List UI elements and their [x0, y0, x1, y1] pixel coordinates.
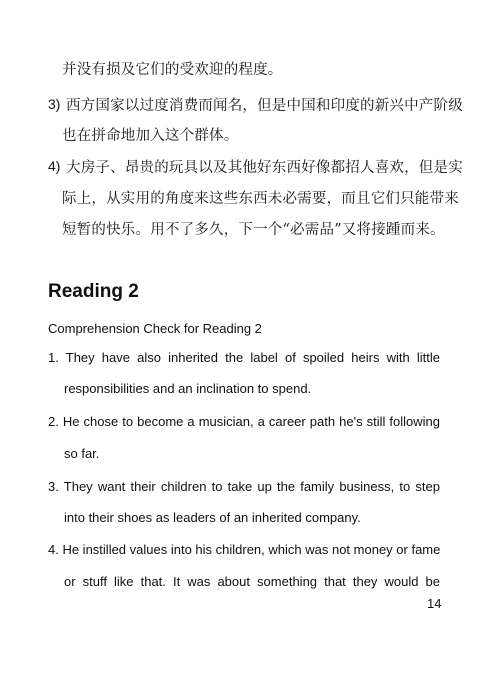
section-heading: Reading 2 — [48, 281, 139, 302]
answer-line: so far. — [64, 446, 100, 461]
chinese-line: 也在拼命地加入这个群体。 — [62, 128, 239, 144]
answer-line: 2. He chose to become a musician, a career path he's still following — [48, 414, 440, 429]
page-number: 14 — [427, 596, 442, 611]
answer-line: into their shoes as leaders of an inherited company. — [64, 510, 361, 525]
section-subheading: Comprehension Check for Reading 2 — [48, 321, 262, 336]
chinese-line: 西方国家以过度消费而闻名，但是中国和印度的新兴中产阶级 — [66, 98, 463, 114]
chinese-line: 大房子、昂贵的玩具以及其他好东西好像都招人喜欢，但是实 — [66, 160, 463, 176]
chinese-line: 并没有损及它们的受欢迎的程度。 — [62, 62, 283, 78]
answer-line: 3. They want their children to take up the family business, to step — [48, 479, 440, 494]
chinese-line: 短暂的快乐。用不了多久，下一个“必需品”又将接踵而来。 — [62, 222, 445, 238]
answer-line: 4. He instilled values into his children, which was not money or fame — [48, 542, 441, 557]
chinese-item-number: 4) — [48, 158, 61, 174]
answer-line: 1. They have also inherited the label of spoiled heirs with little — [48, 350, 440, 365]
chinese-line: 际上，从实用的角度来这些东西未必需要，而且它们只能带来 — [62, 191, 459, 207]
answer-line: responsibilities and an inclination to spend. — [64, 381, 312, 396]
chinese-item-number: 3) — [48, 96, 61, 112]
answer-line: or stuff like that. It was about something that they would be — [64, 574, 440, 589]
